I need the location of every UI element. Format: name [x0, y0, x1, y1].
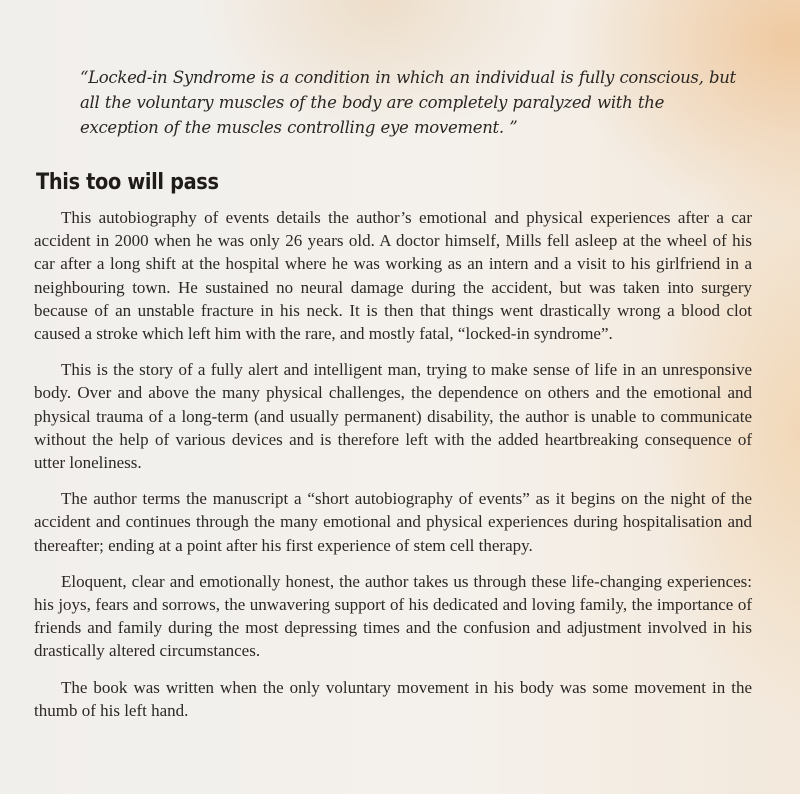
body-paragraph: The author terms the manuscript a “short autobiography of events” as it begins on the night of the accident and continues through the many emotional and physical experiences during hospitalisation and thereafter; ending at a point after his first experience of stem cell therapy.	[34, 489, 752, 555]
section-body	[34, 206, 752, 735]
body-paragraph: This autobiography of events details the author’s emotional and physical experiences after a car accident in 2000 when he was only 26 years old. A doctor himself, Mills fell asleep at the wheel of his car after a long shift at the hospital where he was working as an intern and a visit to his girlfriend in a neighbouring town. He sustained no neural damage during the accident, but was taken into surgery because of an unstable fracture in his neck. It is then that things went drastically wrong a blood clot caused a stroke which left him with the rare, and mostly fatal, “locked-in syndrome”.	[34, 208, 752, 344]
epigraph-quote: “Locked-in Syndrome is a condition in which an individual is fully conscious, but all the voluntary muscles of the body are completely paralyzed with the exception of the muscles controlling eye movement. ”	[80, 68, 736, 137]
section-title: This too will pass	[36, 170, 219, 195]
body-paragraph: This is the story of a fully alert and intelligent man, trying to make sense of life in an unresponsive body. Over and above the many physical challenges, the dependence on others and the emotional and physical trauma of a long-term (and usually permanent) disability, the author is unable to communicate without the help of various devices and is therefore left with the added heartbreaking consequence of utter loneliness.	[34, 360, 752, 473]
body-paragraph: Eloquent, clear and emotionally honest, the author takes us through these life-changing experiences: his joys, fears and sorrows, the unwavering support of his dedicated and loving family, the importance of friends and family during the most depressing times and the confusion and adjustment involved in his drastically altered circumstances.	[34, 571, 752, 661]
body-paragraph: The book was written when the only voluntary movement in his body was some movement in the thumb of his left hand.	[34, 677, 752, 720]
